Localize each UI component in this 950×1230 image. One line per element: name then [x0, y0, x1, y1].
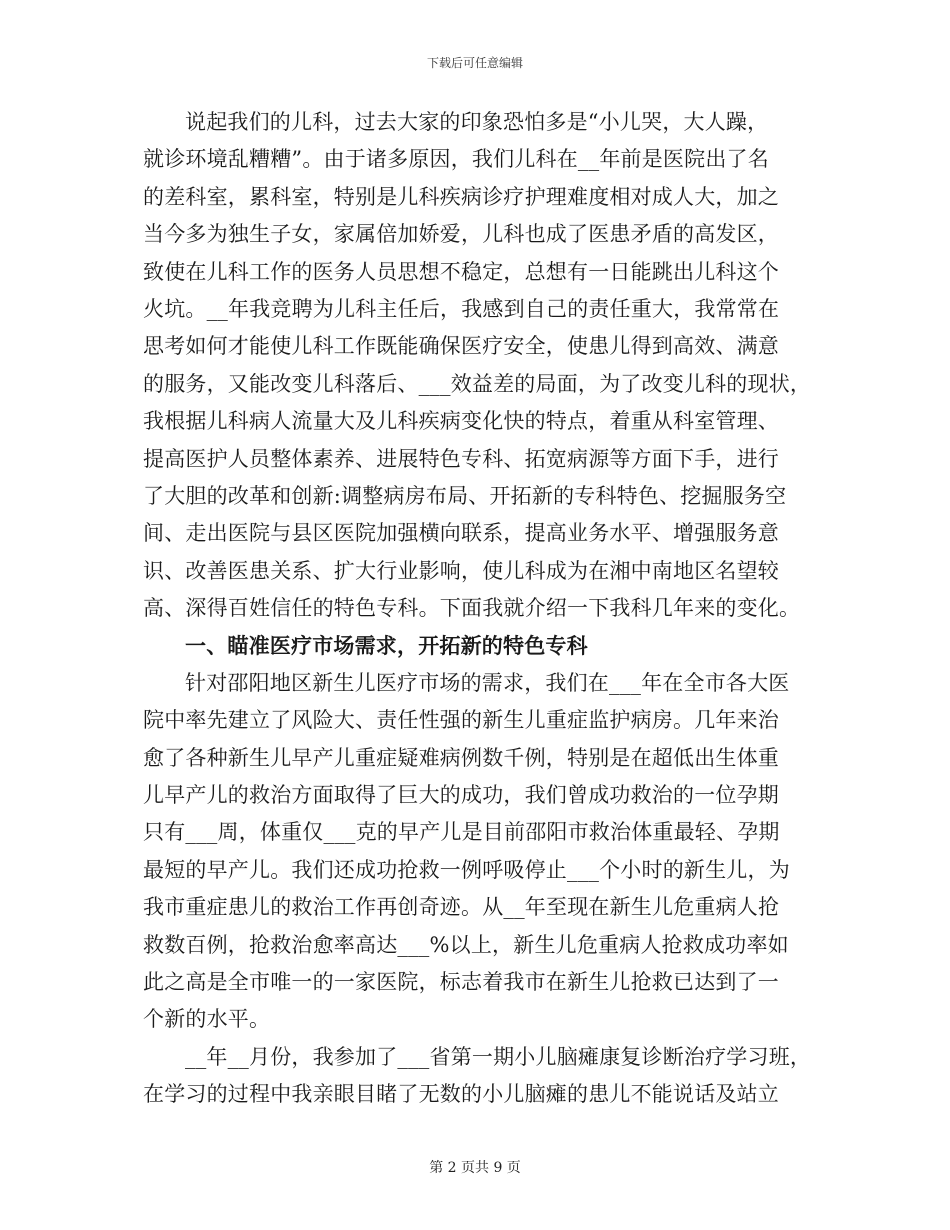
text-line: 说起我们的儿科，过去大家的印象恐怕多是“小儿哭，大人躁， [185, 110, 769, 134]
page-number: 第 2 页共 9 页 [429, 1160, 521, 1176]
text-line: 就诊环境乱糟糟”。由于诸多原因，我们儿科在__年前是医院出了名 [143, 147, 769, 172]
text-line: 院中率先建立了风险大、责任性强的新生儿重症监护病房。几年来治 [143, 708, 779, 733]
text-line: 了大胆的改革和创新:调整病房布局、开拓新的专科特色、挖掘服务空 [143, 483, 787, 508]
text-line: 高、深得百姓信任的特色专科。下面我就介绍一下我科几年来的变化。 [143, 596, 801, 621]
text-line: 最短的早产儿。我们还成功抢救一例呼吸停止___个小时的新生儿，为 [143, 857, 790, 882]
text-line: 在学习的过程中我亲眼目睹了无数的小儿脑瘫的患儿不能说话及站立 [143, 1082, 779, 1107]
text-line: 我市重症患儿的救治工作再创奇迹。从__年至现在新生儿危重病人抢 [143, 895, 780, 920]
text-line: 我根据儿科病人流量大及儿科疾病变化快的特点，着重从科室管理、 [143, 409, 779, 434]
text-line: 识、改善医患关系、扩大行业影响，使儿科成为在湘中南地区名望较 [143, 558, 779, 583]
text-line: 思考如何才能使儿科工作既能确保医疗安全，使患儿得到高效、满意 [143, 334, 779, 359]
text-line: 间、走出医院与县区医院加强横向联系，提高业务水平、增强服务意 [143, 521, 779, 546]
text-line: 只有___周，体重仅___克的早产儿是目前邵阳市救治体重最轻、孕期 [143, 820, 780, 845]
text-line: 儿早产儿的救治方面取得了巨大的成功，我们曾成功救治的一位孕期 [143, 783, 779, 808]
text-line: 当今多为独生子女，家属倍加娇爱，儿科也成了医患矛盾的高发区， [143, 222, 779, 247]
text-line: 个新的水平。 [143, 1007, 271, 1032]
text-line: 愈了各种新生儿早产儿重症疑难病例数千例，特别是在超低出生体重 [143, 745, 779, 770]
text-line: 针对邵阳地区新生儿医疗市场的需求，我们在___年在全市各大医 [185, 670, 790, 695]
text-line: 致使在儿科工作的医务人员思想不稳定，总想有一日能跳出儿科这个 [143, 259, 779, 284]
text-line: 的服务，又能改变儿科落后、___效益差的局面，为了改变儿科的现状， [143, 371, 812, 396]
text-line: 提高医护人员整体素养、进展特色专科、拓宽病源等方面下手，进行 [143, 446, 779, 471]
page-header: 下载后可任意编辑 [426, 56, 523, 70]
section-heading: 一、瞄准医疗市场需求，开拓新的特色专科 [185, 633, 588, 659]
text-line: 此之高是全市唯一的一家医院，标志着我市在新生儿抢救已达到了一 [143, 969, 779, 994]
text-line: 的差科室，累科室，特别是儿科疾病诊疗护理难度相对成人大，加之 [143, 184, 779, 209]
text-line: 火坑。__年我竞聘为儿科主任后，我感到自己的责任重大，我常常在 [143, 296, 780, 321]
document-body [143, 104, 819, 1114]
text-line: 救数百例，抢救治愈率高达___%以上，新生儿危重病人抢救成功率如 [143, 932, 789, 957]
text-line: __年__月份，我参加了___省第一期小儿脑瘫康复诊断治疗学习班， [185, 1044, 812, 1069]
